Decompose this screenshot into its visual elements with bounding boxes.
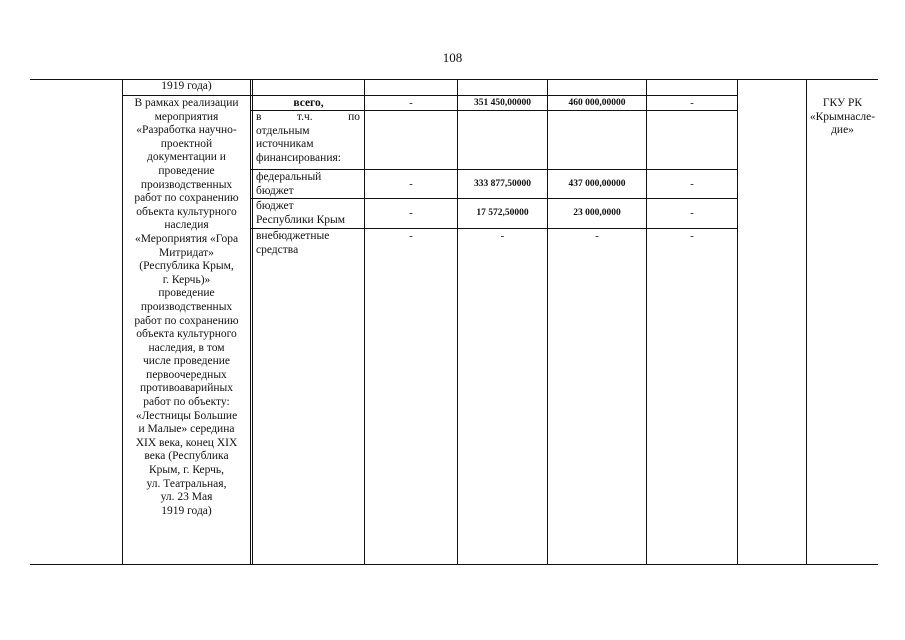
federal-line-2: бюджет xyxy=(256,184,294,197)
including-word-1: в xyxy=(256,111,262,123)
row-separator-continuation xyxy=(122,95,737,96)
including-line-4: финансирования: xyxy=(256,151,341,164)
description-line: ул. 23 Мая xyxy=(160,491,213,504)
description-line: противоаварийных xyxy=(140,382,233,395)
col-border-2 xyxy=(250,79,251,565)
extra-col3: - xyxy=(595,230,599,242)
source-regional-label xyxy=(256,200,362,227)
including-word-2: т.ч. xyxy=(296,111,313,123)
description-line: производственных xyxy=(140,178,233,191)
regional-line-2: Республики Крым xyxy=(256,213,345,226)
extra-line-2: средства xyxy=(256,243,299,256)
executor-line-1: ГКУ РК xyxy=(822,97,863,109)
description-line: проведение xyxy=(158,287,215,300)
source-extra-label xyxy=(256,230,362,257)
description-line: объекта культурного xyxy=(136,328,237,341)
description-line: «Разработка научно- xyxy=(136,124,237,137)
page-number: 108 xyxy=(442,50,463,65)
regional-line-1: бюджет xyxy=(256,200,294,212)
federal-line-1: федеральный xyxy=(256,171,322,183)
col-border-6 xyxy=(646,79,647,565)
federal-col1: - xyxy=(409,178,413,190)
col-border-5 xyxy=(547,79,548,565)
source-total-label: всего, xyxy=(293,97,324,109)
federal-col4: - xyxy=(690,178,694,190)
total-col3: 460 000,00000 xyxy=(568,98,626,108)
description-line: и Малые» середина xyxy=(138,423,235,436)
description-line: работ по сохранению xyxy=(134,192,239,205)
total-col2: 351 450,00000 xyxy=(474,98,531,108)
description-line: 1919 года) xyxy=(161,504,212,517)
col-border-4 xyxy=(457,79,458,565)
description-line: документации и xyxy=(147,151,226,164)
extra-col1: - xyxy=(409,230,413,242)
description-line: первоочередных xyxy=(146,368,227,381)
including-word-3: по xyxy=(348,111,360,123)
col-border-3 xyxy=(364,79,365,565)
regional-col1: - xyxy=(409,207,413,219)
description-line: производственных xyxy=(140,300,233,313)
extra-col2: - xyxy=(500,230,505,242)
measure-description xyxy=(123,97,250,518)
description-line: Митридат» xyxy=(159,246,214,259)
description-line: В рамках реализации xyxy=(134,97,239,109)
table-bottom-border xyxy=(30,564,878,565)
row-separator-including xyxy=(251,169,737,170)
including-line-2: отдельным xyxy=(256,124,310,137)
executor-name xyxy=(807,97,878,138)
description-line: проведение xyxy=(158,164,215,177)
total-col1: - xyxy=(409,97,413,109)
description-line: наследия, в том xyxy=(148,341,225,354)
col-border-8 xyxy=(806,79,807,565)
row-separator-regional xyxy=(251,228,737,229)
description-line: XIX века, конец XIX xyxy=(135,436,238,449)
description-line: работ по сохранению xyxy=(134,314,239,327)
description-line: века (Республика xyxy=(144,450,229,463)
extra-line-1: внебюджетные xyxy=(256,230,330,242)
description-line: «Лестницы Большие xyxy=(135,409,238,422)
description-line: «Мероприятия «Гора xyxy=(134,232,239,245)
extra-col4: - xyxy=(690,230,694,242)
description-line: наследия xyxy=(164,219,209,232)
federal-col2: 333 877,50000 xyxy=(474,179,531,189)
description-line: проектной xyxy=(160,137,213,150)
source-including-label xyxy=(256,111,360,165)
col-border-2b xyxy=(252,79,253,565)
continuation-text: 1919 года) xyxy=(161,80,212,92)
description-line: ул. Театральная, xyxy=(146,477,227,490)
description-line: мероприятия xyxy=(154,110,219,123)
description-line: числе проведение xyxy=(142,355,231,368)
source-federal-label xyxy=(256,171,362,198)
regional-col2: 17 572,50000 xyxy=(476,208,529,218)
total-col4: - xyxy=(690,97,694,109)
description-line: работ по объекту: xyxy=(143,396,230,409)
regional-col4: - xyxy=(690,207,694,219)
description-line: объекта культурного xyxy=(136,205,237,218)
description-line: Крым, г. Керчь, xyxy=(148,464,225,477)
col-border-7 xyxy=(737,79,738,565)
description-line: г. Керчь)» xyxy=(162,273,211,286)
including-line-3: источникам xyxy=(256,138,314,151)
executor-line-3: дие» xyxy=(831,124,854,137)
federal-col3: 437 000,00000 xyxy=(568,179,626,189)
description-line: (Республика Крым, xyxy=(139,260,234,273)
executor-line-2: «Крымнасле- xyxy=(809,110,876,123)
regional-col3: 23 000,0000 xyxy=(573,208,621,218)
